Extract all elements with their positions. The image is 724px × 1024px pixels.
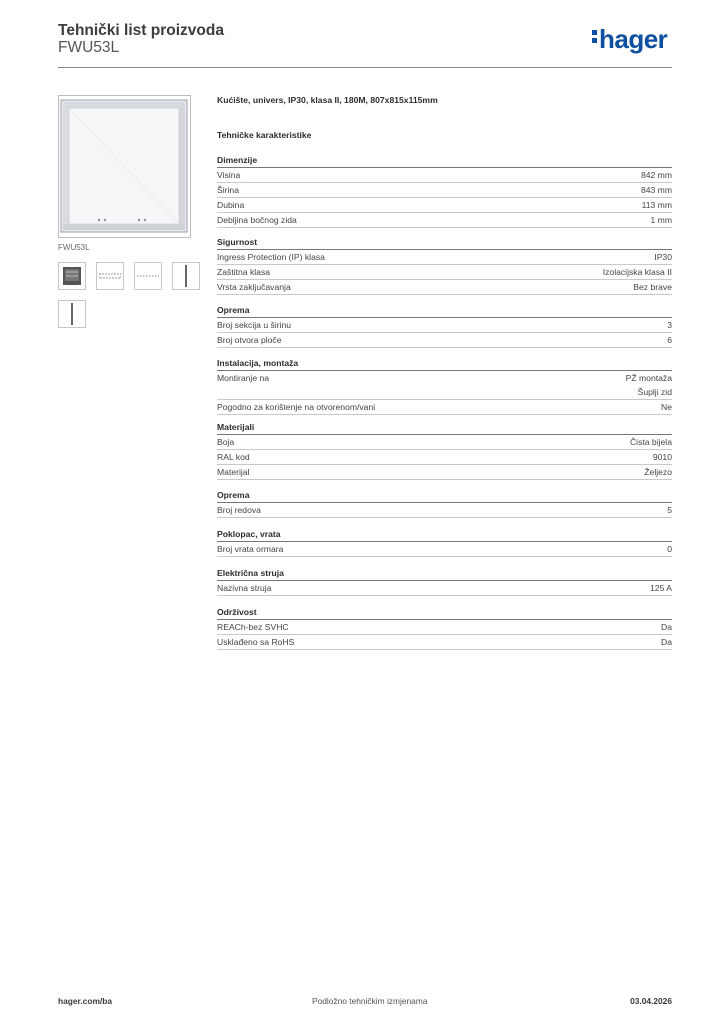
section-dimensions bbox=[217, 154, 672, 228]
spec-value: 6 bbox=[667, 335, 672, 345]
page-title: Tehnički list proizvoda bbox=[58, 22, 224, 39]
spec-row bbox=[217, 635, 672, 650]
spec-label: Vrsta zaključavanja bbox=[217, 282, 291, 292]
product-image[interactable] bbox=[58, 95, 191, 238]
spec-row bbox=[217, 371, 672, 400]
footer-date: 03.04.2026 bbox=[630, 996, 672, 1006]
spec-row bbox=[217, 620, 672, 635]
spec-label: Usklađeno sa RoHS bbox=[217, 637, 295, 647]
section-title: Instalacija, montaža bbox=[217, 357, 672, 371]
spec-row bbox=[217, 213, 672, 228]
spec-value: Izolacijska klasa II bbox=[602, 267, 672, 277]
footer-note: Podložno tehničkim izmjenama bbox=[312, 996, 428, 1006]
spec-row bbox=[217, 265, 672, 280]
spec-row bbox=[217, 280, 672, 295]
thumbnail-rail-1[interactable] bbox=[96, 262, 124, 290]
spec-label: Boja bbox=[217, 437, 235, 447]
spec-label: Pogodno za korištenje na otvorenom/vani bbox=[217, 402, 376, 412]
spec-row bbox=[217, 450, 672, 465]
spec-row bbox=[217, 435, 672, 450]
enclosure-illustration bbox=[59, 96, 190, 237]
product-code: FWU53L bbox=[58, 39, 120, 56]
section-title: Sigurnost bbox=[217, 236, 672, 250]
spec-label: Zaštitna klasa bbox=[217, 267, 271, 277]
product-description: Kućište, univers, IP30, klasa II, 180M, 807x815x115mm bbox=[217, 95, 438, 105]
hager-logo[interactable] bbox=[592, 26, 667, 52]
side-profile-icon bbox=[69, 303, 75, 325]
din-rail-icon bbox=[99, 272, 121, 280]
spec-row bbox=[217, 183, 672, 198]
side-profile-icon bbox=[183, 265, 189, 287]
spec-value: 113 mm bbox=[641, 200, 672, 210]
thumbnail-side-2[interactable] bbox=[58, 300, 86, 328]
section-title: Materijali bbox=[217, 421, 672, 435]
spec-label: REACh-bez SVHC bbox=[217, 622, 289, 632]
spec-label: Broj redova bbox=[217, 505, 261, 515]
spec-label: Širina bbox=[217, 185, 239, 195]
section-title: Oprema bbox=[217, 304, 672, 318]
spec-value: 1 mm bbox=[650, 215, 672, 225]
spec-value: 842 mm bbox=[640, 170, 672, 180]
spec-label: Broj otvora ploče bbox=[217, 335, 282, 345]
thumbnail-rail-2[interactable] bbox=[134, 262, 162, 290]
spec-value: Da bbox=[661, 622, 672, 632]
footer-website-link[interactable]: hager.com/ba bbox=[58, 996, 112, 1006]
spec-row bbox=[217, 168, 672, 183]
spec-row bbox=[217, 400, 672, 415]
header-divider bbox=[58, 67, 672, 68]
spec-value: IP30 bbox=[654, 252, 672, 262]
section-safety bbox=[217, 236, 672, 295]
logo-text: hager bbox=[599, 24, 668, 54]
spec-value-line: PŽ montaža bbox=[625, 373, 672, 383]
spec-row bbox=[217, 581, 672, 596]
technical-characteristics-title: Tehničke karakteristike bbox=[217, 130, 312, 140]
section-equipment-2 bbox=[217, 489, 672, 518]
spec-value: 0 bbox=[667, 544, 672, 554]
din-rail-icon bbox=[137, 272, 159, 280]
spec-label: Materijal bbox=[217, 467, 250, 477]
spec-row bbox=[217, 542, 672, 557]
spec-value: Željezo bbox=[644, 467, 672, 477]
section-title: Električna struja bbox=[217, 567, 672, 581]
logo-dots-icon bbox=[592, 27, 597, 46]
spec-row bbox=[217, 250, 672, 265]
spec-value: 9010 bbox=[652, 452, 672, 462]
spec-row bbox=[217, 333, 672, 348]
spec-label: Broj vrata ormara bbox=[217, 544, 284, 554]
spec-value: Čista bijela bbox=[629, 437, 672, 447]
spec-row bbox=[217, 503, 672, 518]
spec-row bbox=[217, 318, 672, 333]
section-electric-current bbox=[217, 567, 672, 596]
spec-label: Nazivna struja bbox=[217, 583, 272, 593]
thumbnail-front[interactable] bbox=[58, 262, 86, 290]
spec-value: Bez brave bbox=[633, 282, 672, 292]
spec-row bbox=[217, 465, 672, 480]
spec-label: Debljina bočnog zida bbox=[217, 215, 297, 225]
section-cover-door bbox=[217, 528, 672, 557]
spec-label: Montiranje na bbox=[217, 373, 270, 383]
spec-value: 125 A bbox=[650, 583, 672, 593]
section-installation bbox=[217, 357, 672, 415]
image-caption: FWU53L bbox=[58, 243, 90, 252]
spec-value: Da bbox=[661, 637, 672, 647]
spec-value: 5 bbox=[667, 505, 672, 515]
spec-value-line: Šuplji zid bbox=[637, 387, 672, 397]
section-title: Održivost bbox=[217, 606, 672, 620]
spec-label: Broj sekcija u širinu bbox=[217, 320, 292, 330]
spec-value: 843 mm bbox=[640, 185, 672, 195]
spec-row bbox=[217, 198, 672, 213]
section-title: Dimenzije bbox=[217, 154, 672, 168]
spec-value bbox=[626, 371, 672, 399]
enclosure-front-icon bbox=[62, 266, 82, 286]
spec-label: Ingress Protection (IP) klasa bbox=[217, 252, 325, 262]
spec-label: Dubina bbox=[217, 200, 245, 210]
section-materials bbox=[217, 421, 672, 480]
section-equipment bbox=[217, 304, 672, 348]
spec-value: 3 bbox=[667, 320, 672, 330]
section-title: Oprema bbox=[217, 489, 672, 503]
section-title: Poklopac, vrata bbox=[217, 528, 672, 542]
spec-label: RAL kod bbox=[217, 452, 250, 462]
spec-value: Ne bbox=[661, 402, 672, 412]
spec-label: Visina bbox=[217, 170, 241, 180]
thumbnail-side-1[interactable] bbox=[172, 262, 200, 290]
section-sustainability bbox=[217, 606, 672, 650]
